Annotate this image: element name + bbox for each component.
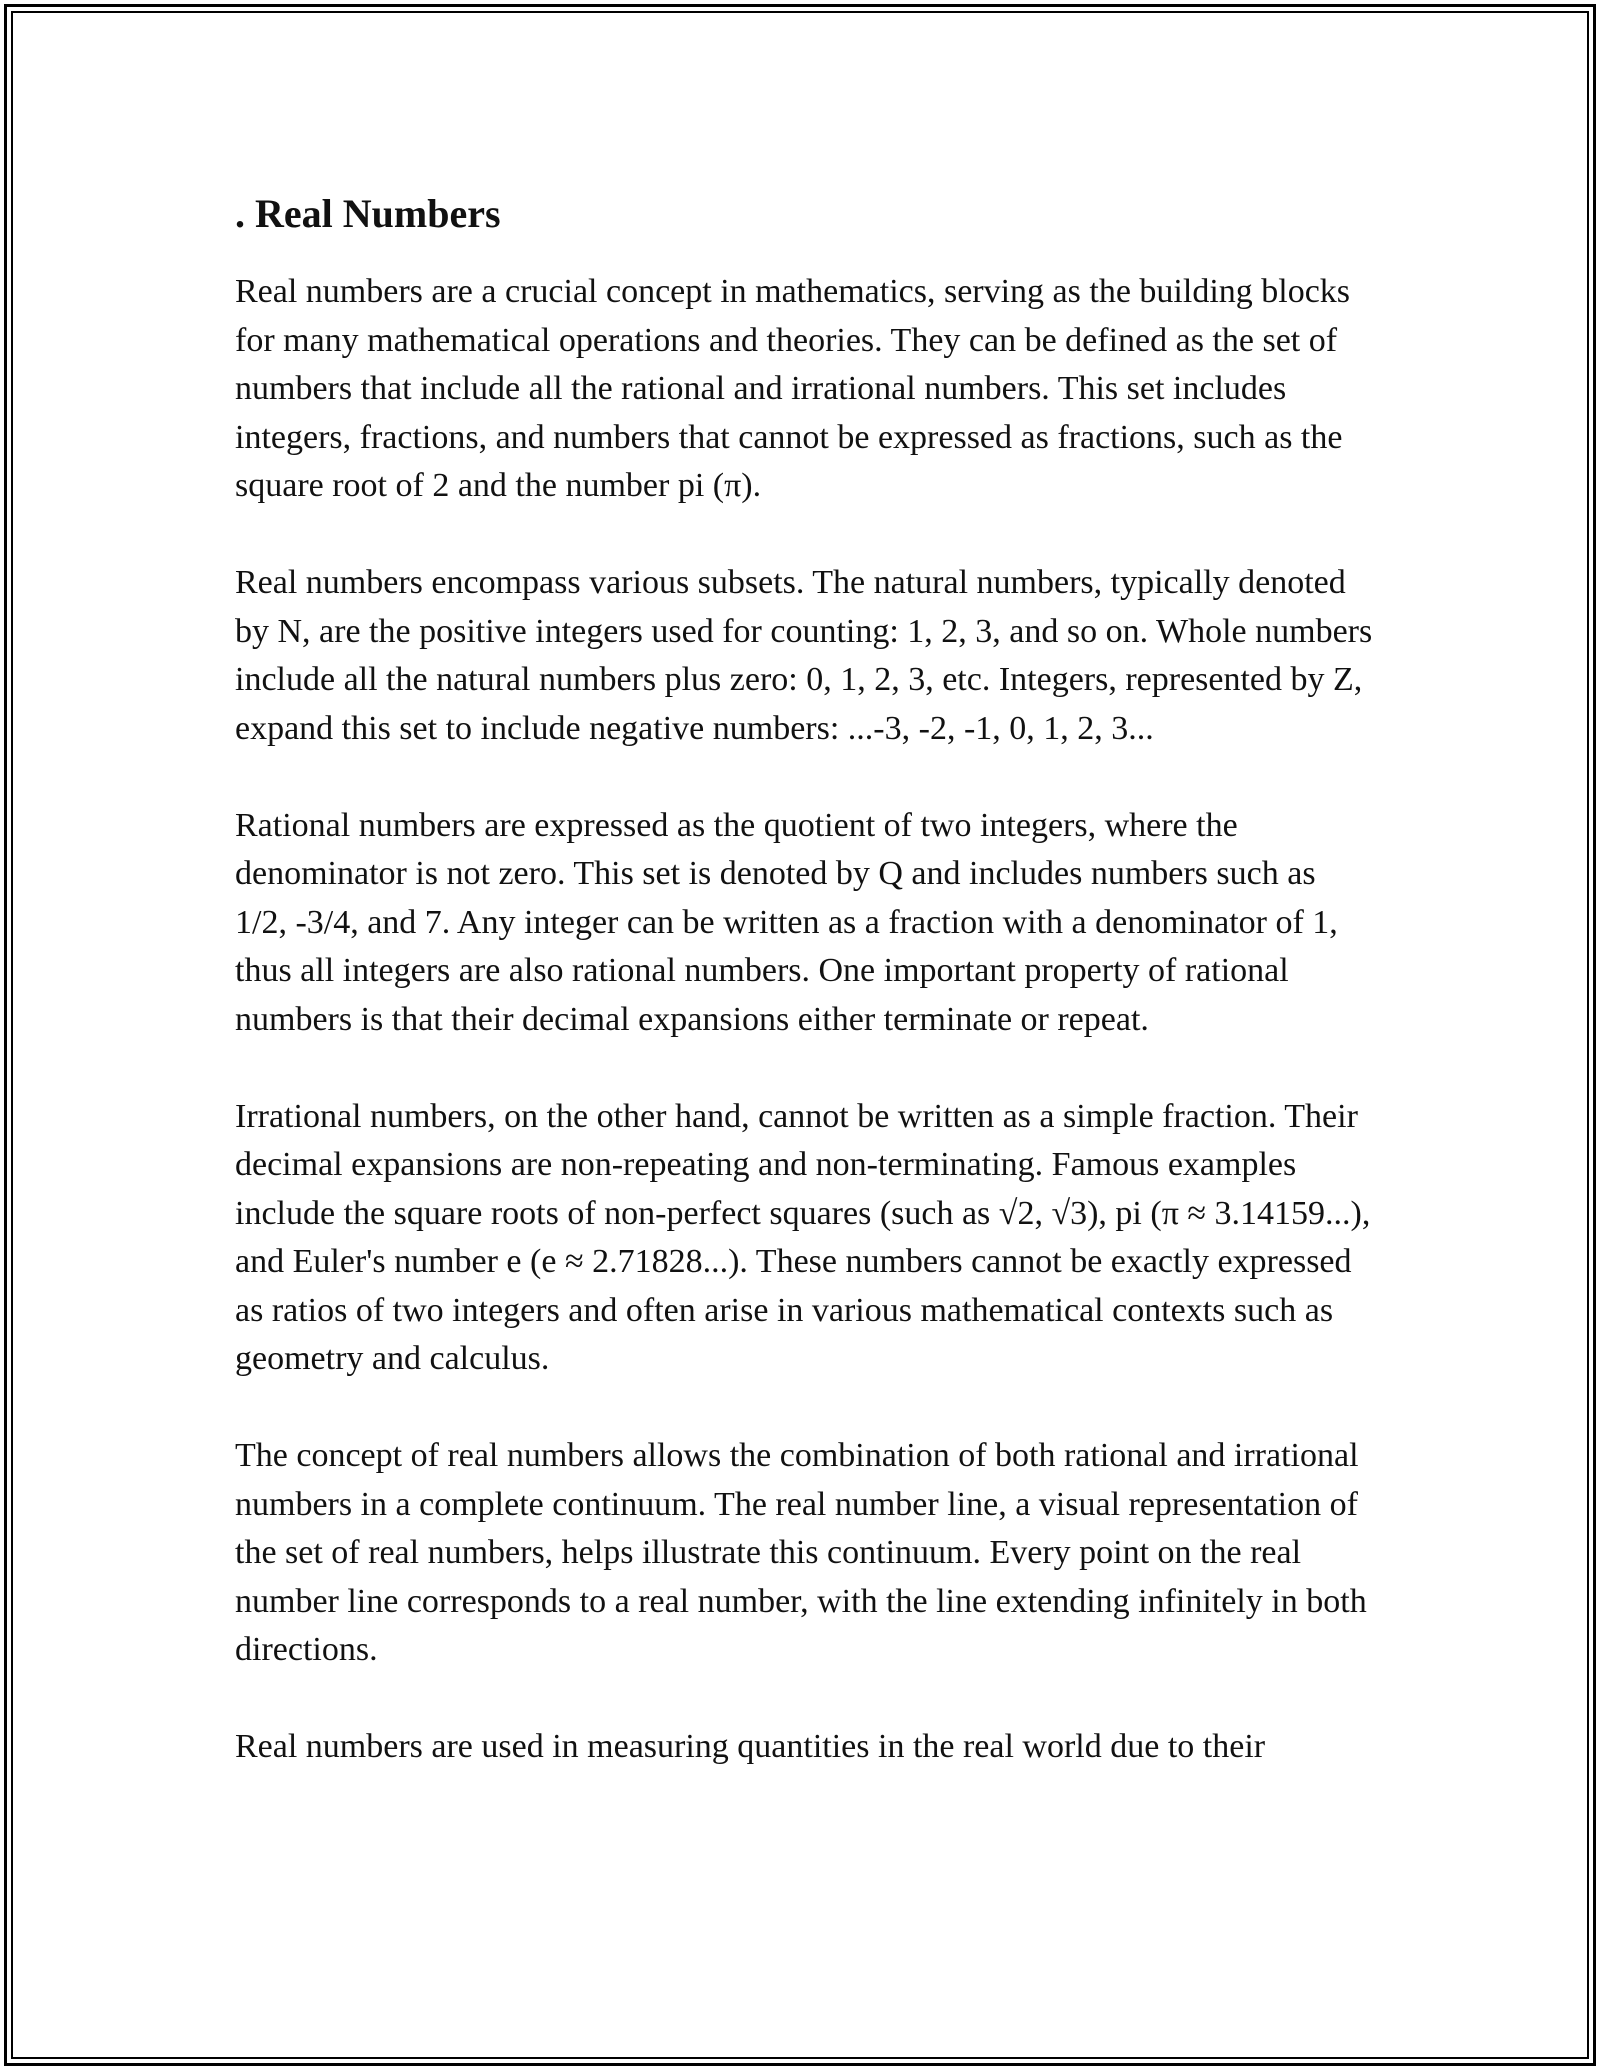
paragraph-rational: Rational numbers are expressed as the quotient of two integers, where the denominator is not zero. This set is denoted by Q and includes numbers such as 1/2, -3/4, and 7. Any integer can be written as a fraction with a denominator of 1, thus all integers are also rational numbers. One important property of rational numbers is that their decimal expansions either terminate or repeat.: [235, 806, 1338, 1038]
paragraph-continuum: The concept of real numbers allows the combination of both rational and irrational numbers in a complete continuum. The real number line, a visual representation of the set of real numbers, helps illustrate this continuum. Every point on the real number line corresponds to a real number, with the line extending infinitely in both directions.: [235, 1437, 1367, 1668]
paragraph-irrational: Irrational numbers, on the other hand, cannot be written as a simple fraction. Their decimal expansions are non-repeating and non-terminating. Famous examples include the square roots of non-perfect squares (such as √2, √3), pi (π ≈ 3.14159...), and Euler's number e (e ≈ 2.71828...). These numbers cannot be exactly expressed as ratios of two integers and often arise in various mathematical contexts such as geometry and calculus.: [235, 1097, 1371, 1377]
paragraph-applications: Real numbers are used in measuring quantities in the real world due to their: [235, 1728, 1266, 1765]
section-title: . Real Numbers: [235, 191, 501, 236]
paragraph-definition: Real numbers are a crucial concept in mathematics, serving as the building blocks for many mathematical operations and theories. They can be defined as the set of numbers that include all the rational and irrational numbers. This set includes integers, fractions, and numbers that cannot be expressed as fractions, such as the square root of 2 and the number pi (π).: [235, 273, 1351, 504]
paragraph-subsets: Real numbers encompass various subsets. The natural numbers, typically denoted by N, are the positive integers used for counting: 1, 2, 3, and so on. Whole numbers include all the natural numbers plus zero: 0, 1, 2, 3, etc. Integers, represented by Z, expand this set to include negative numbers: ...-3, -2, -1, 0, 1, 2, 3...: [235, 564, 1373, 747]
document-body: [235, 186, 1375, 1820]
